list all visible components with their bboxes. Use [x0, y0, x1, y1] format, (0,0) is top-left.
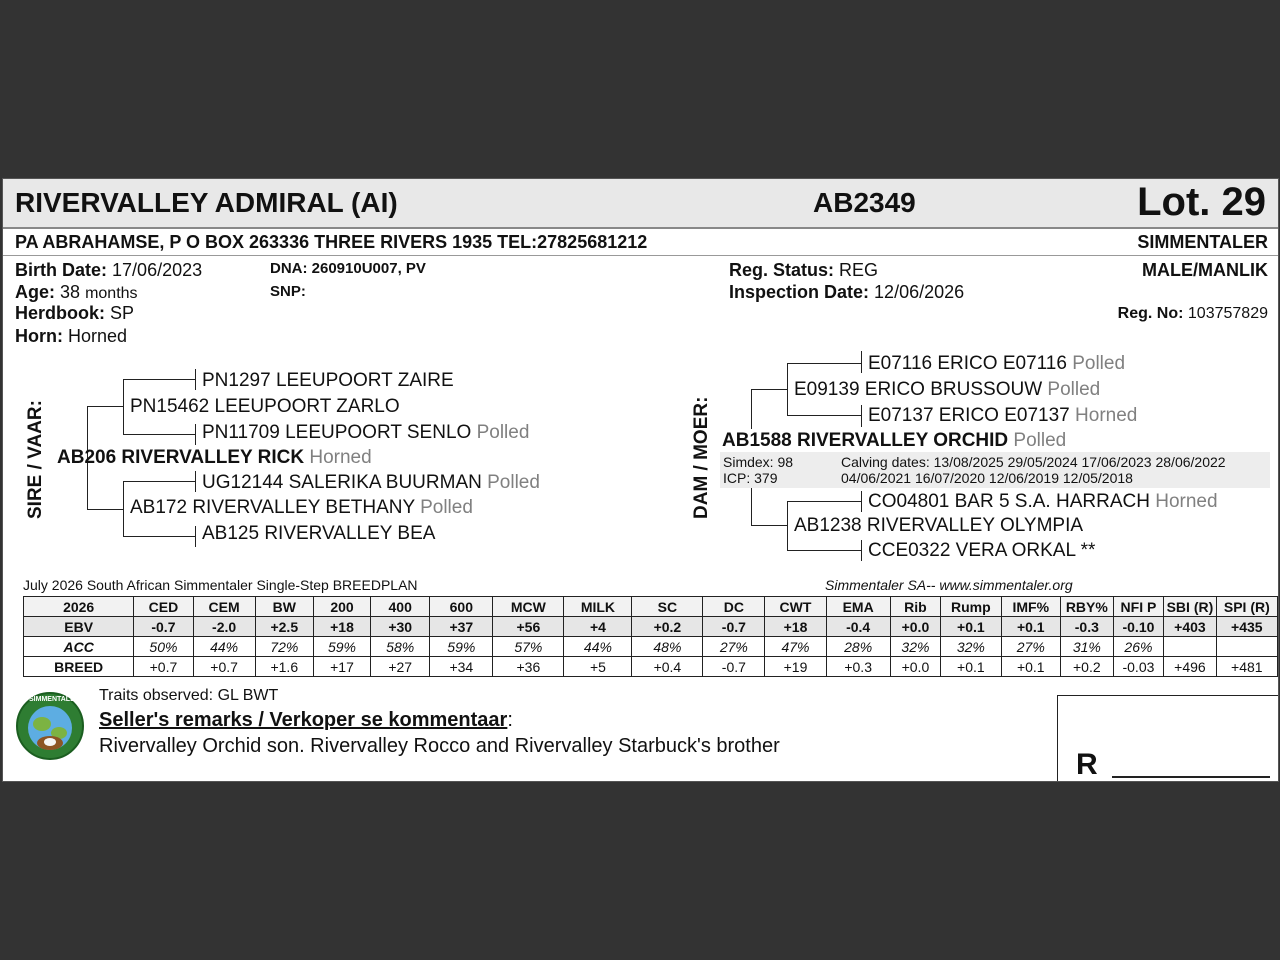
- breedplan-cell: IMF%: [1001, 597, 1060, 617]
- dam-hline-ddd: [787, 550, 861, 551]
- dam-tick-ddd: [861, 540, 862, 561]
- bid-underline: [1112, 776, 1270, 778]
- breedplan-cell: -0.7: [134, 617, 193, 637]
- r-label: R: [1076, 748, 1098, 781]
- herdbook: Herdbook: SP: [15, 303, 135, 323]
- breedplan-cell: [1164, 637, 1216, 657]
- breedplan-cell: -2.0: [193, 617, 255, 637]
- breedplan-cell: +481: [1216, 657, 1277, 677]
- dam-vline-top: [751, 389, 752, 429]
- breedplan-cell: +403: [1164, 617, 1216, 637]
- simmentaler-logo: [15, 691, 85, 761]
- sire-hline-sss: [123, 379, 195, 380]
- sire-sire: PN15462 LEEUPOORT ZARLO: [130, 396, 400, 417]
- breedplan-cell: +4: [564, 617, 632, 637]
- breedplan-cell: -0.03: [1113, 657, 1164, 677]
- inspection-date: Inspection Date: 12/06/2026: [729, 282, 965, 302]
- breedplan-cell: +18: [765, 617, 826, 637]
- sire-sire-dam: PN11709 LEEUPOORT SENLO Polled: [202, 422, 530, 443]
- dam-tick-dds: [861, 491, 862, 512]
- dam-sire: E09139 ERICO BRUSSOUW Polled: [794, 379, 1101, 400]
- breedplan-cell: +27: [371, 657, 430, 677]
- breedplan-cell: 31%: [1060, 637, 1113, 657]
- breedplan-cell: +0.1: [941, 657, 1001, 677]
- breedplan-cell: 26%: [1113, 637, 1164, 657]
- breedplan-cell: +56: [493, 617, 564, 637]
- dam-hline-ds: [751, 389, 787, 390]
- animal-id: AB2349: [813, 187, 916, 218]
- breedplan-cell: +30: [371, 617, 430, 637]
- breedplan-cell: Rump: [941, 597, 1001, 617]
- dam-dam-sire: CO04801 BAR 5 S.A. HARRACH Horned: [868, 491, 1218, 512]
- dam-tick-dsd: [861, 405, 862, 427]
- dam-sire-dam: E07137 ERICO E07137 Horned: [868, 405, 1138, 426]
- age: Age: 38 months: [15, 282, 138, 302]
- breedplan-cell: 2026: [24, 597, 134, 617]
- breedplan-cell: -0.3: [1060, 617, 1113, 637]
- remarks-text: Rivervalley Orchid son. Rivervalley Rocco and Rivervalley Starbuck's brother: [99, 735, 780, 757]
- breedplan-cell: 59%: [313, 637, 370, 657]
- calving-dates-line1: Calving dates: 13/08/2025 29/05/2024 17/06/2023 28/06/2022: [841, 454, 1226, 470]
- breedplan-cell: 600: [430, 597, 493, 617]
- sire-dam-dam: AB125 RIVERVALLEY BEA: [202, 523, 436, 544]
- animal-name: RIVERVALLEY ADMIRAL (AI): [15, 187, 398, 218]
- breedplan-cell: +34: [430, 657, 493, 677]
- sire-vline-ss: [123, 379, 124, 435]
- breed-name: SIMMENTALER: [1137, 232, 1268, 252]
- breedplan-row-breed: [24, 657, 1278, 677]
- breedplan-cell: -0.10: [1113, 617, 1164, 637]
- breedplan-cell: 400: [371, 597, 430, 617]
- breedplan-cell: RBY%: [1060, 597, 1113, 617]
- sire-tick-sss: [195, 369, 196, 390]
- reg-status: Reg. Status: REG: [729, 260, 879, 280]
- dam-vline-ds: [787, 363, 788, 416]
- breedplan-cell: +1.6: [255, 657, 313, 677]
- breedplan-cell: 44%: [193, 637, 255, 657]
- owner-address: PA ABRAHAMSE, P O BOX 263336 THREE RIVERS 1935 TEL:27825681212: [15, 232, 648, 252]
- sire-hline-sdd: [123, 536, 195, 537]
- breedplan-cell: +0.3: [826, 657, 890, 677]
- sire-tick-sds: [195, 471, 196, 492]
- dna: DNA: 260910U007, PV: [270, 260, 426, 277]
- breedplan-cell: +0.1: [941, 617, 1001, 637]
- sire-hline-sd: [87, 509, 123, 510]
- breedplan-cell: 57%: [493, 637, 564, 657]
- dam-vline-bottom: [751, 488, 752, 526]
- sire-vline-sd: [123, 481, 124, 537]
- breedplan-cell: 58%: [371, 637, 430, 657]
- breedplan-cell: +0.0: [890, 657, 940, 677]
- breedplan-cell: DC: [703, 597, 765, 617]
- breedplan-cell: +0.7: [193, 657, 255, 677]
- horn: Horn: Horned: [15, 326, 128, 346]
- reg-no: Reg. No: 103757829: [1117, 305, 1268, 322]
- breedplan-cell: -0.4: [826, 617, 890, 637]
- breedplan-title: July 2026 South African Simmentaler Single-Step BREEDPLAN: [23, 577, 418, 593]
- breedplan-row-acc: [24, 637, 1278, 657]
- birth-date: Birth Date: 17/06/2023: [15, 260, 203, 280]
- breedplan-cell: -0.7: [703, 657, 765, 677]
- dam-hline-dss: [787, 363, 861, 364]
- breedplan-cell: +0.1: [1001, 657, 1060, 677]
- breedplan-cell: SPI (R): [1216, 597, 1277, 617]
- breedplan-cell: MILK: [564, 597, 632, 617]
- breedplan-table: [23, 596, 1278, 677]
- breedplan-cell: +18: [313, 617, 370, 637]
- breedplan-cell: EMA: [826, 597, 890, 617]
- breedplan-cell: +0.7: [134, 657, 193, 677]
- breedplan-cell: +0.1: [1001, 617, 1060, 637]
- sire-dam-sire: UG12144 SALERIKA BUURMAN Polled: [202, 472, 540, 493]
- breedplan-cell: 32%: [941, 637, 1001, 657]
- sire-name: AB206 RIVERVALLEY RICK Horned: [57, 447, 372, 468]
- breedplan-cell: BREED: [24, 657, 134, 677]
- breedplan-header-row: [24, 597, 1278, 617]
- dam-tick-dss: [861, 351, 862, 373]
- breedplan-cell: 48%: [632, 637, 703, 657]
- lot-number: Lot. 29: [1137, 180, 1266, 224]
- breedplan-cell: EBV: [24, 617, 134, 637]
- breedplan-cell: +19: [765, 657, 826, 677]
- breedplan-cell: +435: [1216, 617, 1277, 637]
- header-bar: [3, 179, 1278, 229]
- owner-bar: [3, 229, 1278, 256]
- breedplan-cell: +36: [493, 657, 564, 677]
- breedplan-cell: +496: [1164, 657, 1216, 677]
- breedplan-cell: 47%: [765, 637, 826, 657]
- remarks-heading: Seller's remarks / Verkoper se kommentaar:: [99, 709, 513, 731]
- sire-hline-ss: [87, 406, 123, 407]
- dam-side-label: DAM / MOER:: [691, 396, 712, 519]
- sire-sire-sire: PN1297 LEEUPOORT ZAIRE: [202, 370, 454, 391]
- breedplan-cell: BW: [255, 597, 313, 617]
- breedplan-cell: ACC: [24, 637, 134, 657]
- breedplan-cell: +0.4: [632, 657, 703, 677]
- breedplan-cell: +37: [430, 617, 493, 637]
- icp: ICP: 379: [723, 470, 778, 486]
- breedplan-cell: SBI (R): [1164, 597, 1216, 617]
- calving-dates-line2: 04/06/2021 16/07/2020 12/06/2019 12/05/2018: [841, 470, 1133, 486]
- breedplan-cell: CED: [134, 597, 193, 617]
- breedplan-cell: 59%: [430, 637, 493, 657]
- dam-calving-panel: [720, 452, 1270, 488]
- sire-side-label: SIRE / VAAR:: [25, 400, 46, 519]
- breedplan-cell: 32%: [890, 637, 940, 657]
- sire-dam: AB172 RIVERVALLEY BETHANY Polled: [130, 497, 473, 518]
- dam-name: AB1588 RIVERVALLEY ORCHID Polled: [722, 430, 1067, 451]
- bid-box: [1057, 695, 1279, 782]
- dam-hline-dsd: [787, 415, 861, 416]
- sire-hline-sds: [123, 481, 195, 482]
- sex: MALE/MANLIK: [1142, 260, 1268, 280]
- dam-hline-dds: [787, 501, 861, 502]
- breedplan-cell: 200: [313, 597, 370, 617]
- logo-text: SIMMENTALER: [29, 696, 80, 703]
- breedplan-cell: 50%: [134, 637, 193, 657]
- breedplan-cell: 44%: [564, 637, 632, 657]
- breedplan-cell: [1216, 637, 1277, 657]
- dam-vline-dd: [787, 501, 788, 551]
- breedplan-cell: +0.2: [1060, 657, 1113, 677]
- breedplan-cell: MCW: [493, 597, 564, 617]
- simdex: Simdex: 98: [723, 454, 794, 470]
- sire-tick-sdd: [195, 526, 196, 547]
- breedplan-row-ebv: [24, 617, 1278, 637]
- sire-tick-ssd: [195, 424, 196, 445]
- breedplan-cell: +0.0: [890, 617, 940, 637]
- breedplan-cell: Rib: [890, 597, 940, 617]
- lot-card: [2, 178, 1279, 782]
- breedplan-cell: 27%: [703, 637, 765, 657]
- breedplan-cell: CWT: [765, 597, 826, 617]
- dam-hline-dd: [751, 525, 787, 526]
- dam-dam-dam: CCE0322 VERA ORKAL **: [868, 540, 1096, 561]
- traits-observed: Traits observed: GL BWT: [99, 687, 279, 704]
- breedplan-cell: 72%: [255, 637, 313, 657]
- breedplan-source: Simmentaler SA-- www.simmentaler.org: [825, 577, 1073, 593]
- snp: SNP:: [270, 283, 306, 300]
- breedplan-cell: 27%: [1001, 637, 1060, 657]
- dam-sire-sire: E07116 ERICO E07116 Polled: [868, 353, 1126, 374]
- dam-dam: AB1238 RIVERVALLEY OLYMPIA: [794, 515, 1084, 536]
- breedplan-cell: +2.5: [255, 617, 313, 637]
- breedplan-cell: CEM: [193, 597, 255, 617]
- breedplan-cell: +0.2: [632, 617, 703, 637]
- breedplan-cell: SC: [632, 597, 703, 617]
- breedplan-cell: -0.7: [703, 617, 765, 637]
- breedplan-cell: 28%: [826, 637, 890, 657]
- breedplan-cell: +5: [564, 657, 632, 677]
- sire-hline-ssd: [123, 434, 195, 435]
- breedplan-cell: +17: [313, 657, 370, 677]
- breedplan-cell: NFI P: [1113, 597, 1164, 617]
